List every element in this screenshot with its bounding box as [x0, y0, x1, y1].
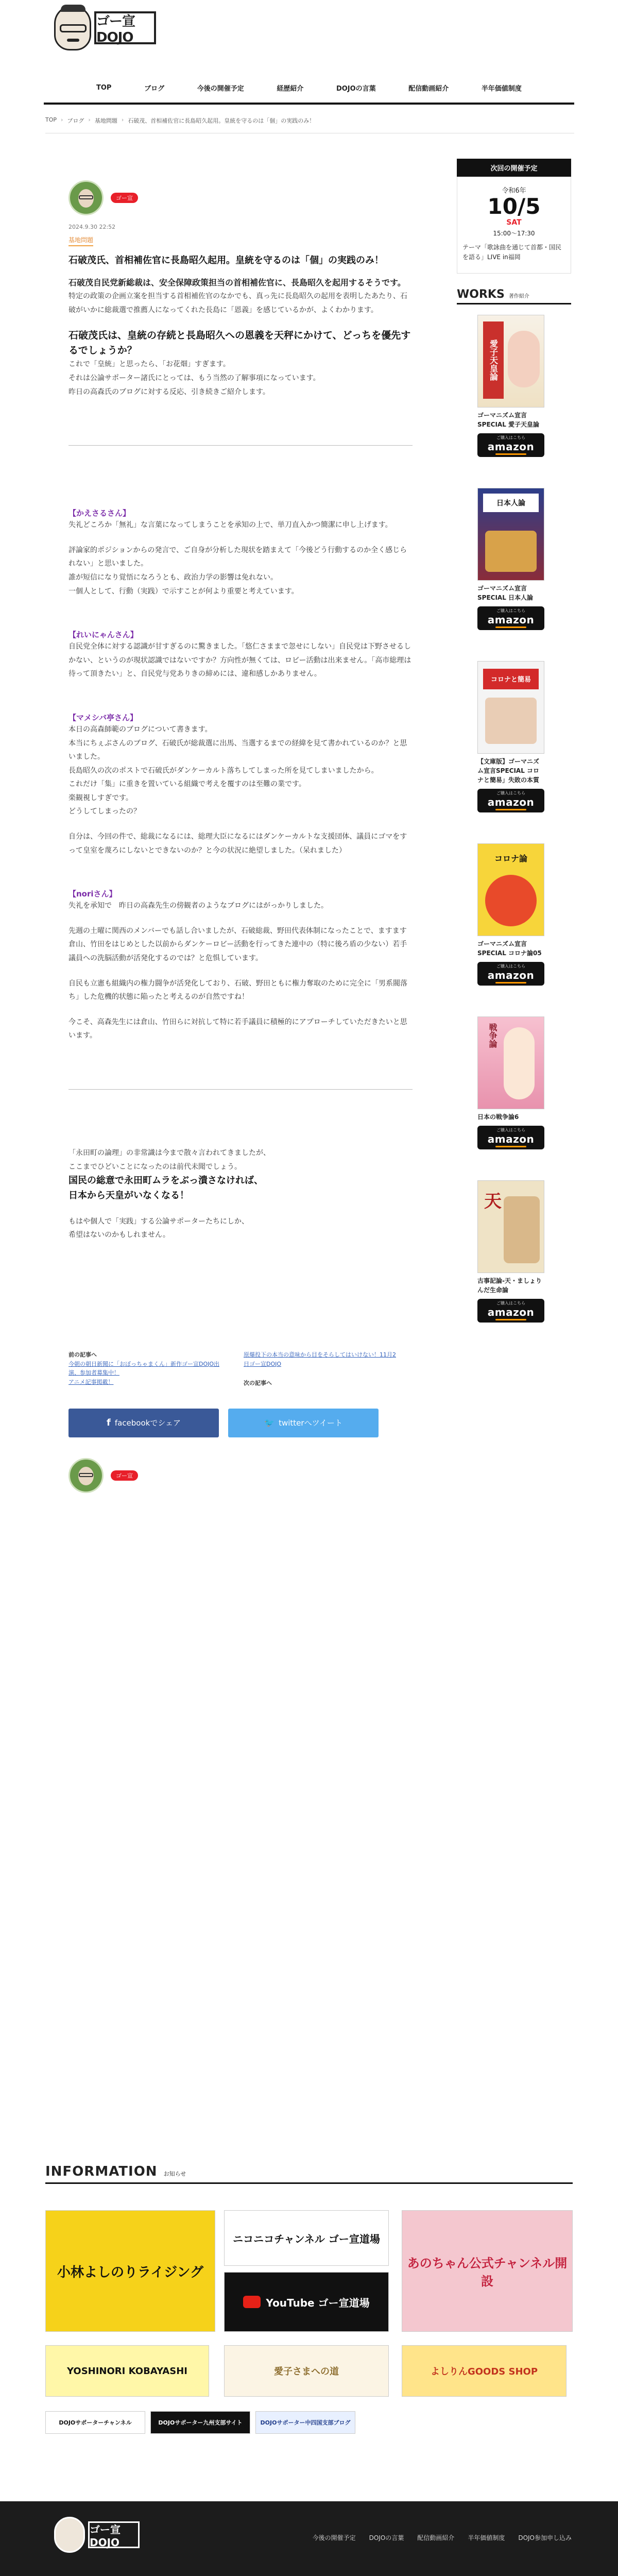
next-post-link[interactable]: 今朝の朝日新聞に「おぼっちゃまくん」新作ゴー宣DOJO出演、参加者募集中！ [68, 1360, 220, 1377]
amazon-button[interactable] [477, 1299, 544, 1323]
works-heading [457, 288, 571, 304]
book-title[interactable]: 日本の戦争論6 [477, 1113, 519, 1121]
comment-paragraph: 評論家的ポジションからの発言で、ご自身が分析した現状を踏まえて「今後どう行動するのか全く感じられない」と思いました。 誰が短信になり覚悟になろうとも、政治力学の影響は免れない。 一個人として、行動（実践）で示すことが何より重要と考えています。 [68, 546, 407, 596]
amazon-smile-icon [495, 982, 526, 984]
footer-logo-text: ゴー宣DOJO [88, 2521, 140, 2548]
twitter-share-button[interactable] [228, 1409, 379, 1437]
event-date: 10/5 [487, 194, 541, 219]
banner-label: 小林よしのりライジング [57, 2264, 204, 2280]
amazon-button[interactable] [477, 962, 544, 986]
book-item [477, 843, 544, 986]
book-cover[interactable] [477, 661, 544, 754]
nav-schedule[interactable]: 今後の開催予定 [197, 84, 244, 93]
site-header [0, 0, 618, 106]
twitter-share-label: twitterへツイート [279, 1418, 342, 1428]
nav-top[interactable]: TOP [96, 83, 112, 92]
comment-paragraph: 今こそ、高森先生には倉山、竹田らに対抗して特に若手議員に積極的にアプローチしていただきたいと思います。 [68, 1018, 407, 1040]
youtube-icon [243, 2296, 261, 2308]
book-cover-text: 天 [484, 1191, 502, 1212]
footer-nav [313, 2533, 572, 2542]
comment-author: 【れいにゃんさん】 [68, 630, 138, 640]
author-row [68, 180, 413, 215]
breadcrumb-current: 石破茂、首相補佐官に長島昭久起用。皇統を守るのは「個」の実践のみ！ [128, 117, 315, 124]
book-item [477, 1180, 544, 1323]
outro-paragraph: 「永田町の論理」の非常識は今まで散々言われてきましたが、 ここまでひどいことになったのは前代未聞でしょう。 [68, 1149, 270, 1171]
breadcrumb-category[interactable]: 基地問題 [94, 117, 117, 124]
next-event-box[interactable] [457, 177, 571, 274]
nav-profile[interactable]: 経歴紹介 [277, 84, 304, 93]
comment-paragraph: 自分は、今回の件で、総裁になるには、総理大臣になるにはダンケーカルトな支援団体、議員にゴマをすって皇室を蔑ろにしないとできないのか？と今の状況に絶望しました。（呆れました） [68, 833, 407, 855]
breadcrumb-blog[interactable]: ブログ [67, 117, 84, 124]
book-item [477, 488, 544, 630]
footer-nav-apply[interactable]: DOJO参加申し込み [518, 2534, 572, 2541]
banner-label: あのちゃん公式チャンネル開設 [407, 2256, 568, 2289]
book-cover-text: 愛子天皇論 [483, 321, 504, 399]
author-row-bottom [68, 1458, 413, 1493]
comment-author: 【マメシバ亭さん】 [68, 713, 138, 722]
facebook-share-button[interactable] [68, 1409, 219, 1437]
book-title[interactable]: ゴーマニズム宣言SPECIAL 愛子天皇論 [477, 411, 540, 428]
event-weekday: SAT [506, 218, 522, 227]
book-cover[interactable] [477, 488, 544, 581]
banner-label: DOJOサポーター中四国支部ブログ [260, 2419, 351, 2426]
amazon-small-text: ご購入はこちら [496, 1301, 525, 1306]
banner-label: ニコニコチャンネル ゴー宣道場 [233, 2232, 380, 2245]
paragraph: 特定の政策の企画立案を担当する首相補佐官のなかでも、真っ先に長島昭久の起用を表明したあたり、石破がいかに総裁選で推薦人になってくれた長島に「恩義」を感じているかが、よくわかります。 [68, 292, 407, 314]
information-heading [45, 2164, 573, 2184]
amazon-logo: amazon [487, 1133, 535, 1146]
book-cover-text: コロナと簡易 [483, 669, 539, 689]
comment-author: 【かえさるさん】 [68, 509, 131, 518]
amazon-logo: amazon [487, 1306, 535, 1319]
banner-goods-shop[interactable] [402, 2345, 566, 2397]
amazon-logo: amazon [487, 614, 535, 626]
paragraph: 昨日の高森氏のブログに対する反応、引き続きご紹介します。 [68, 387, 270, 396]
banner-label: 愛子さまへの道 [274, 2366, 339, 2377]
amazon-logo: amazon [487, 440, 535, 453]
banner-label: YOSHINORI KOBAYASHI [67, 2365, 187, 2377]
facebook-share-label: facebookでシェア [114, 1418, 181, 1428]
footer-nav-videos[interactable]: 配信動画紹介 [417, 2534, 455, 2541]
amazon-button[interactable] [477, 1126, 544, 1149]
book-item [477, 315, 544, 457]
banner-niconico[interactable] [224, 2210, 389, 2266]
amazon-button[interactable] [477, 789, 544, 812]
next-post-link-2[interactable]: アニメ記事掲載！ [68, 1378, 114, 1385]
event-theme: テーマ「歌詠曲を通じて首都・国民を語る」LIVE in福岡 [462, 244, 562, 261]
article [68, 180, 413, 1493]
amazon-logo: amazon [487, 796, 535, 809]
site-footer [0, 2501, 618, 2576]
post-subheading: 石破茂氏は、皇統の存続と長島昭久への恩義を天秤にかけて、どっちを優先するでしょうか？ [68, 330, 411, 356]
works-subtitle: 著作紹介 [508, 293, 529, 299]
banner-rising[interactable] [45, 2210, 215, 2332]
event-era: 令和6年 [502, 187, 526, 195]
logo-caricature-icon [54, 5, 91, 50]
banner-supporter-channel[interactable] [45, 2411, 145, 2434]
author-tag[interactable]: ゴー宣 [111, 193, 138, 203]
amazon-small-text: ご購入はこちら [496, 435, 525, 440]
banner-label: DOJOサポーター九州支部サイト [158, 2419, 243, 2426]
next-event-header: 次回の開催予定 [457, 159, 571, 177]
book-cover-text: 日本人論 [483, 494, 539, 512]
post-date: 2024.9.30 22:52 [68, 224, 116, 230]
outro-emphasis: 国民の総意で永田町ムラをぶっ潰さなければ、 日本から天皇がいなくなる！ [68, 1175, 263, 1201]
breadcrumb: TOP › ブログ › 基地問題 › 石破茂、首相補佐官に長島昭久起用。皇統を守るのは「個」の実践のみ！ [45, 116, 315, 124]
prev-post-link[interactable]: 原爆投下の本当の意味から目をそらしてはいけない！11月2日ゴー宣DOJO [244, 1351, 396, 1367]
book-cover[interactable] [477, 1016, 544, 1109]
amazon-small-text: ご購入はこちら [496, 791, 525, 796]
author-avatar[interactable] [68, 180, 104, 215]
amazon-small-text: ご購入はこちら [496, 608, 525, 614]
banner-youtube[interactable] [224, 2272, 389, 2332]
information-subtitle: お知らせ [163, 2171, 186, 2177]
amazon-button[interactable] [477, 433, 544, 457]
twitter-bird-icon: 🐦 [264, 1418, 275, 1428]
information-section [45, 2164, 573, 2184]
amazon-small-text: ご購入はこちら [496, 964, 525, 969]
share-buttons [68, 1409, 413, 1437]
banner-label: YouTube ゴー宣道場 [266, 2296, 370, 2309]
comment-paragraph: 失礼どころか「無礼」な言葉になってしまうことを承知の上で、単刀直入かつ簡潔に申し上げます。 [68, 521, 392, 530]
book-title[interactable]: ゴーマニズム宣言SPECIAL 日本人論 [477, 584, 534, 601]
amazon-small-text: ご購入はこちら [496, 1128, 525, 1133]
nav-divider [44, 103, 574, 105]
paragraph: これで「皇統」と思ったら、「お花畑」すぎます。 [68, 360, 230, 369]
book-cover[interactable] [477, 315, 544, 408]
comment-paragraph: 先週の土曜に関西のメンバーでも話し合いましたが、石破総裁、野田代表体制になったことで、ますます 倉山、竹田をはじめとした以前からダンケーロビー活動を行ってきた連中の（特に後ろ盾の少ない）若手議員への洗脳活動が活発化するのでは？と危惧しています。 [68, 926, 414, 963]
post-lead: 石破茂自民党新総裁は、安全保障政策担当の首相補佐官に、長島昭久を起用するそうです。 [68, 278, 406, 287]
next-post-label: 次の記事へ [244, 1380, 272, 1387]
works-title: WORKS [457, 287, 505, 301]
nav-words[interactable]: DOJOの言葉 [336, 84, 376, 93]
amazon-smile-icon [495, 626, 526, 628]
author-avatar[interactable] [68, 1458, 104, 1493]
amazon-smile-icon [495, 809, 526, 810]
comment-paragraph: 失礼を承知で 昨日の高森先生の傍観者のようなブログにはがっかりしました。 [68, 902, 328, 910]
banner-kyushu[interactable] [150, 2411, 250, 2434]
nav-blog[interactable]: ブログ [144, 84, 165, 93]
logo-text: ゴー宣DOJO [94, 11, 156, 44]
book-cover-text: 戦争論 [488, 1023, 497, 1048]
outro-paragraph: もはや個人で「実践」する公論サポーターたちにしか、 希望はないのかもしれません。 [68, 1217, 249, 1240]
banner-chushikoku[interactable] [255, 2411, 355, 2434]
main-nav [90, 77, 528, 98]
book-item [477, 661, 544, 812]
banner-aiko[interactable] [224, 2345, 389, 2397]
post-title: 石破茂氏、首相補佐官に長島昭久起用。皇統を守るのは「個」の実践のみ！ [68, 255, 384, 266]
paragraph: それは公論サポーター諸氏にとっては、もう当然の了解事項になっています。 [68, 374, 320, 382]
post-category[interactable]: 基地問題 [68, 235, 93, 246]
comment-paragraph: 自民も立憲も組織内の権力闘争が活発化しており、石破、野田ともに権力奪取のために完全に「男系閥落ち」した危機的状態に陥ったと考えるのが自然ですね！ [68, 979, 407, 1002]
nav-videos[interactable]: 配信動画紹介 [408, 84, 449, 93]
prev-post-label: 前の記事へ [68, 1351, 97, 1358]
event-time: 15:00～17:30 [493, 230, 535, 238]
book-cover-text: コロナ論 [494, 854, 527, 864]
book-item [477, 1016, 544, 1149]
author-tag[interactable]: ゴー宣 [111, 1470, 138, 1481]
comment-author: 【noriさん】 [68, 889, 117, 899]
amazon-smile-icon [495, 1146, 526, 1147]
comment-paragraph: 自民党全体に対する認識が甘すぎるのに驚きました。「悠仁さままで忽せにしない」自民党は下野させるしかない、というのが現状認識ではないですか？方向性が無くては、ロビー活動は出来ません。「高市総理は待って頂きたい」と、自民党与党ありきの締めには、違和感しかありません。 [68, 642, 411, 679]
sidebar [457, 159, 571, 1323]
amazon-logo: amazon [487, 969, 535, 982]
comment-paragraph: 本日の高森師範のブログについて書きます。 本当にちぇぶさんのブログ、石破氏が総裁選に出馬、当選するまでの経緯を見て書かれているのか？と思いました。 長島昭久の次のポストで石破氏がダンケーカルト落ちしてしまった所を見てしまいましたから。 これだけ「集」に重きを置いている組織で考えを覆すのは至難の業です。 楽観視しすぎです。 どうしてしまったの？ [68, 725, 407, 816]
amazon-smile-icon [495, 453, 526, 455]
site-logo[interactable] [54, 5, 156, 50]
post-navigation [68, 1350, 413, 1388]
book-title[interactable]: 【文庫版】ゴーマニズム宣言SPECIAL コロナと簡易」失敗の本質 [477, 757, 540, 784]
footer-nav-membership[interactable]: 半年価値制度 [468, 2534, 505, 2541]
amazon-button[interactable] [477, 606, 544, 630]
information-title: INFORMATION [45, 2164, 158, 2179]
footer-caricature-icon [54, 2517, 85, 2553]
footer-nav-words[interactable]: DOJOの言葉 [369, 2534, 404, 2541]
banner-label: DOJOサポーターチャンネル [59, 2419, 132, 2426]
book-title[interactable]: 古事記論-天・ましょりんだ生命論 [477, 1277, 542, 1294]
breadcrumb-top[interactable]: TOP [45, 116, 57, 123]
book-cover[interactable] [477, 843, 544, 936]
book-cover[interactable] [477, 1180, 544, 1273]
nav-membership[interactable]: 半年価値制度 [481, 84, 522, 93]
banner-label: よしりんGOODS SHOP [430, 2366, 538, 2377]
banner-yoshinori[interactable] [45, 2345, 209, 2397]
book-title[interactable]: ゴーマニズム宣言SPECIAL コロナ論05 [477, 940, 542, 957]
amazon-smile-icon [495, 1319, 526, 1320]
facebook-icon: f [106, 1417, 111, 1429]
footer-logo[interactable] [54, 2517, 140, 2553]
footer-nav-schedule[interactable]: 今後の開催予定 [312, 2534, 356, 2541]
banner-anochan[interactable] [402, 2210, 573, 2332]
